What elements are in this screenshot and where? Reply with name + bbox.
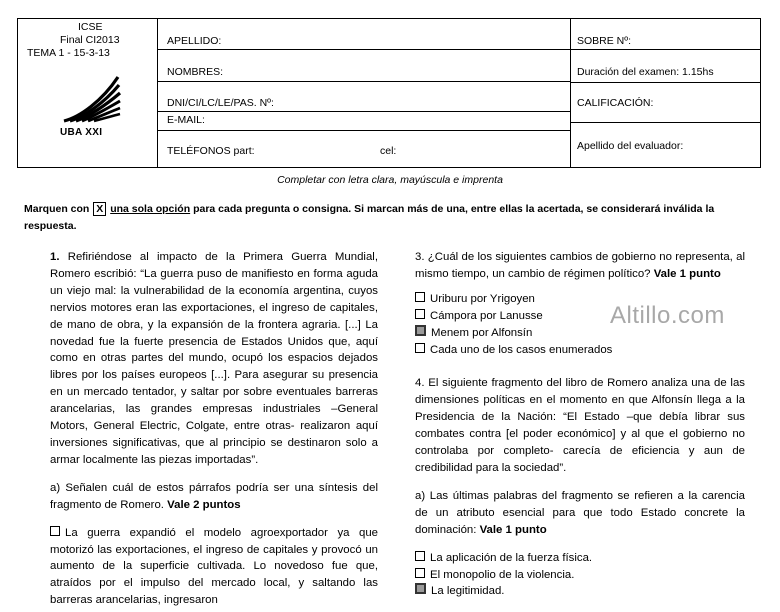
- fill-instruction-note: Completar con letra clara, mayúscula e imprenta: [277, 174, 503, 186]
- cel-label: cel:: [380, 145, 397, 157]
- email-label: E-MAIL:: [167, 114, 205, 126]
- question-1a-text: a) Señalen cuál de estos párrafos podría ser una síntesis del fragmento de Romero.: [50, 481, 378, 511]
- instructions-pre: Marquen con: [24, 203, 90, 215]
- apellido-label: APELLIDO:: [167, 35, 222, 47]
- checkbox-checked-icon[interactable]: [415, 325, 426, 336]
- calificacion-row: [571, 83, 760, 123]
- instructions: [24, 201, 744, 235]
- question-4a-options: [415, 550, 745, 601]
- checkbox-icon[interactable]: [415, 343, 425, 353]
- question-3-points: Vale 1 punto: [653, 267, 721, 280]
- uba-logo-icon: [62, 73, 122, 123]
- sobre-label: SOBRE Nº:: [577, 35, 632, 47]
- nombres-label: NOMBRES:: [167, 66, 224, 78]
- dni-label: DNI/CI/LC/LE/PAS. Nº:: [167, 97, 274, 109]
- question-3-text: 3. ¿Cuál de los siguientes cambios de gobierno no representa, al mismo tiempo, un cambio de régimen político?: [415, 251, 745, 280]
- tema-label: TEMA 1 - 15-3-13: [27, 47, 110, 59]
- instructions-post: para cada pregunta o consigna. Si marcan más de una, entre ellas la acertada, se considerará inválida la respuesta.: [24, 203, 715, 232]
- checkbox-icon[interactable]: [415, 309, 425, 319]
- checkbox-checked-icon[interactable]: [415, 583, 426, 594]
- checkbox-icon[interactable]: [415, 551, 425, 561]
- exam-name: Final CI2013: [60, 34, 120, 46]
- checkbox-icon[interactable]: [50, 526, 60, 536]
- instructions-mark: X: [93, 202, 106, 216]
- question-1: [50, 249, 378, 469]
- duracion-label: Duración del examen: 1.15hs: [577, 66, 714, 78]
- question-1-text: Refiriéndose al impacto de la Primera Guerra Mundial, Romero escribió: “La guerra puso de manifiesto en forma aguda un viejo mal: la vulnerabilidad de la economía argentina, cuyos nervios motores eran las exportaciones, el ingreso de capitales, de mano de obra, y la expansión de la frontera agraria. [...] La novedad fue la fuerte presencia de Estados Unidos que, aquí como en otras partes del mundo, ocupó los espacios dejados libres por los países europeos [...]. Para asegurar su presencia en un mercado tentador, y saltar por sobre eventuales barreras arancelarias, las grandes empresas industriales –General Motors, General Electric, Colgate, entre otras- realizaron aquí inversiones significativas, que al principio se destinaron solo a armar localmente las piezas importadas”.: [50, 251, 378, 466]
- question-4a: [415, 488, 745, 539]
- question-1a-points: Vale 2 puntos: [167, 498, 241, 511]
- admin-fields: [571, 19, 760, 167]
- institution-name: ICSE: [78, 21, 103, 33]
- checkbox-icon[interactable]: [415, 568, 425, 578]
- question-3-option[interactable]: Cámpora por Lanusse: [415, 308, 745, 325]
- dni-row[interactable]: [158, 82, 570, 112]
- question-4a-option[interactable]: La legitimidad.: [415, 583, 745, 600]
- telefonos-row[interactable]: [158, 131, 570, 167]
- checkbox-icon[interactable]: [415, 292, 425, 302]
- instructions-underlined: una sola opción: [110, 203, 191, 215]
- question-3-option[interactable]: Cada uno de los casos enumerados: [415, 342, 745, 359]
- question-3-option[interactable]: Uriburu por Yrigoyen: [415, 291, 745, 308]
- option-label: La guerra expandió el modelo agroexportador ya que motorizó las exportaciones, el ingreso de capitales y provocó un aumento de la superficie cultivada. Lo novedoso fue que, atraídos por el impulso del mercado local, y saltando las barreras arancelarias, ingresaron: [50, 526, 378, 607]
- nombres-row[interactable]: [158, 50, 570, 82]
- question-1a: [50, 480, 378, 514]
- apellido-row[interactable]: [158, 19, 570, 50]
- question-4: 4. El siguiente fragmento del libro de Romero analiza una de las dimensiones políticas en el momento en que Alfonsín llega a la Presidencia de la Nación: “El Estado –que debía librar sus combates contra [el poder económico] y al que el gobierno no controlaba por completo- carecía de eficiencia y aun de credibilidad para la sociedad”.: [415, 377, 745, 474]
- question-3-option[interactable]: Menem por Alfonsín: [415, 325, 745, 342]
- question-1-number: 1.: [50, 251, 60, 263]
- evaluador-row: [571, 123, 760, 167]
- logo-text: UBA XXI: [60, 127, 103, 138]
- question-4a-text: a) Las últimas palabras del fragmento se refieren a la carencia de un atributo esencial para que todo Estado concrete la dominación:: [415, 489, 745, 536]
- evaluador-label: Apellido del evaluador:: [577, 140, 684, 152]
- duracion-row: [571, 50, 760, 83]
- telefonos-label: TELÉFONOS part:: [167, 145, 255, 157]
- email-row[interactable]: [158, 112, 570, 131]
- question-3: [415, 249, 745, 283]
- watermark: Altillo.com: [610, 302, 725, 329]
- student-fields: [158, 19, 571, 167]
- sobre-row: [571, 19, 760, 50]
- question-4a-points: Vale 1 punto: [479, 523, 547, 536]
- calificacion-label: CALIFICACIÓN:: [577, 97, 654, 109]
- question-1a-option-1[interactable]: [50, 525, 378, 610]
- logo-cell: [18, 19, 158, 167]
- question-4a-option[interactable]: El monopolio de la violencia.: [415, 567, 745, 584]
- header-box: [17, 18, 761, 168]
- question-4a-option[interactable]: La aplicación de la fuerza física.: [415, 550, 745, 567]
- left-column: [50, 249, 378, 609]
